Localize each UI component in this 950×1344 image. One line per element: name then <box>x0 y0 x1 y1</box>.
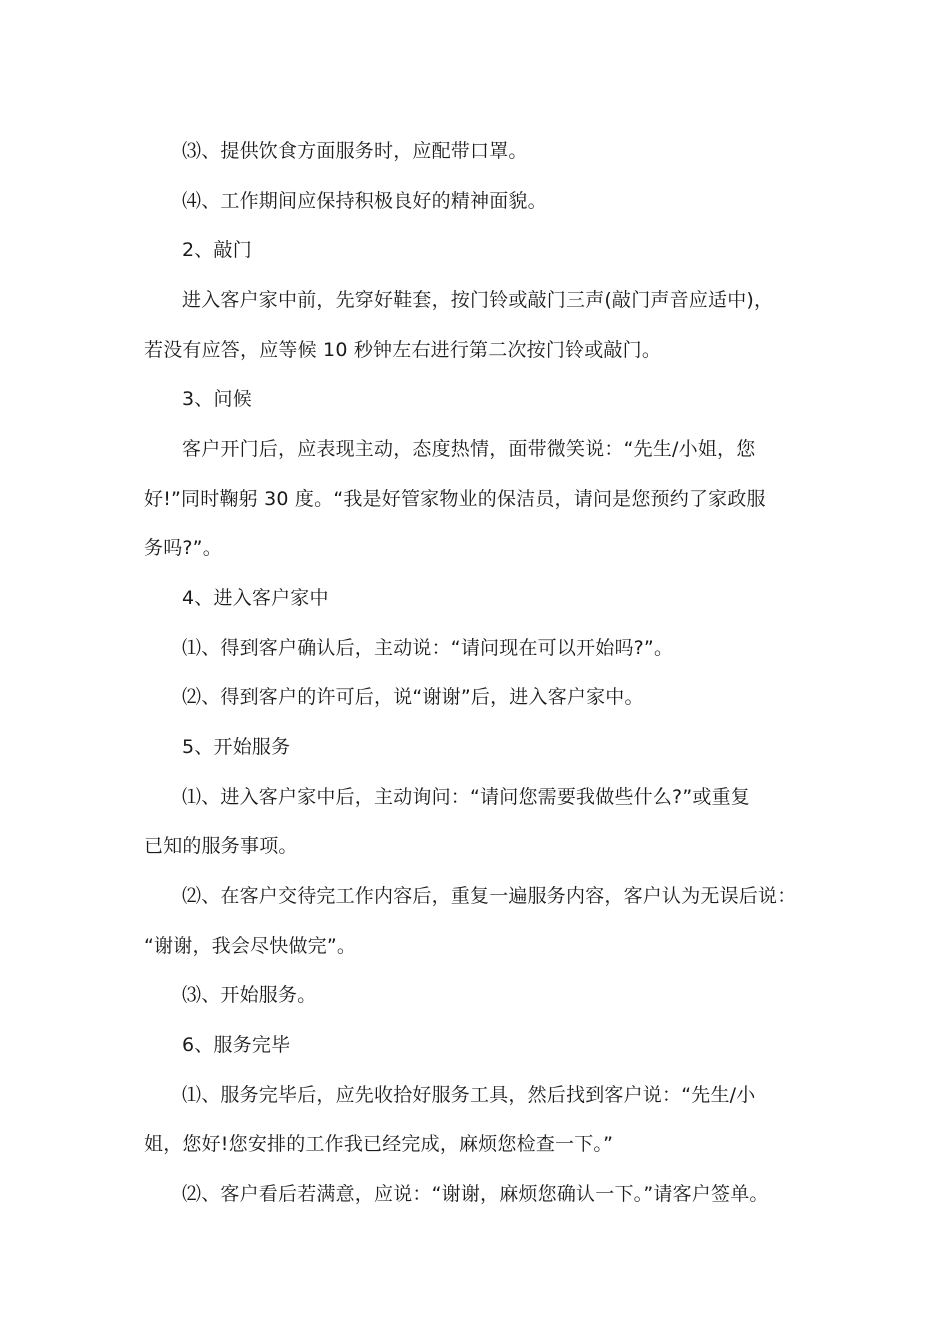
text-line: ⑷、工作期间应保持积极良好的精神面貌。 <box>182 190 547 212</box>
text-line: ⑶、提供饮食方面服务时，应配带口罩。 <box>182 140 528 162</box>
section-heading: 6、服务完毕 <box>182 1034 291 1056</box>
text-line: ⑵、在客户交待完工作内容后，重复一遍服务内容，客户认为无误后说： <box>182 885 797 907</box>
section-heading: 5、开始服务 <box>182 736 291 758</box>
text-line: ⑶、开始服务。 <box>182 984 317 1006</box>
text-line: ⑴、服务完毕后，应先收拾好服务工具，然后找到客户说：“先生/小 <box>182 1084 756 1106</box>
text-line: 务吗?”。 <box>144 537 222 559</box>
section-heading: 2、敲门 <box>182 239 252 261</box>
text-line: 已知的服务事项。 <box>144 835 298 857</box>
text-line: ⑴、得到客户确认后，主动说：“请问现在可以开始吗?”。 <box>182 637 674 659</box>
text-line: 若没有应答，应等候 10 秒钟左右进行第二次按门铃或敲门。 <box>144 339 662 361</box>
text-line: 姐，您好!您安排的工作我已经完成，麻烦您检查一下。” <box>144 1133 614 1155</box>
text-line: “谢谢，我会尽快做完”。 <box>144 935 357 957</box>
text-line: ⑵、客户看后若满意，应说：“谢谢，麻烦您确认一下。”请客户签单。 <box>182 1183 769 1205</box>
text-line: ⑴、进入客户家中后，主动询问：“请问您需要我做些什么?”或重复 <box>182 786 750 808</box>
text-line: 客户开门后，应表现主动，态度热情，面带微笑说：“先生/小姐，您 <box>182 438 756 460</box>
text-line: ⑵、得到客户的许可后，说“谢谢”后，进入客户家中。 <box>182 686 644 708</box>
text-line: 进入客户家中前，先穿好鞋套，按门铃或敲门三声(敲门声音应适中)， <box>182 289 774 311</box>
text-line: 好!”同时鞠躬 30 度。“我是好管家物业的保洁员，请问是您预约了家政服 <box>144 488 766 510</box>
section-heading: 3、问候 <box>182 388 252 410</box>
section-heading: 4、进入客户家中 <box>182 587 329 609</box>
